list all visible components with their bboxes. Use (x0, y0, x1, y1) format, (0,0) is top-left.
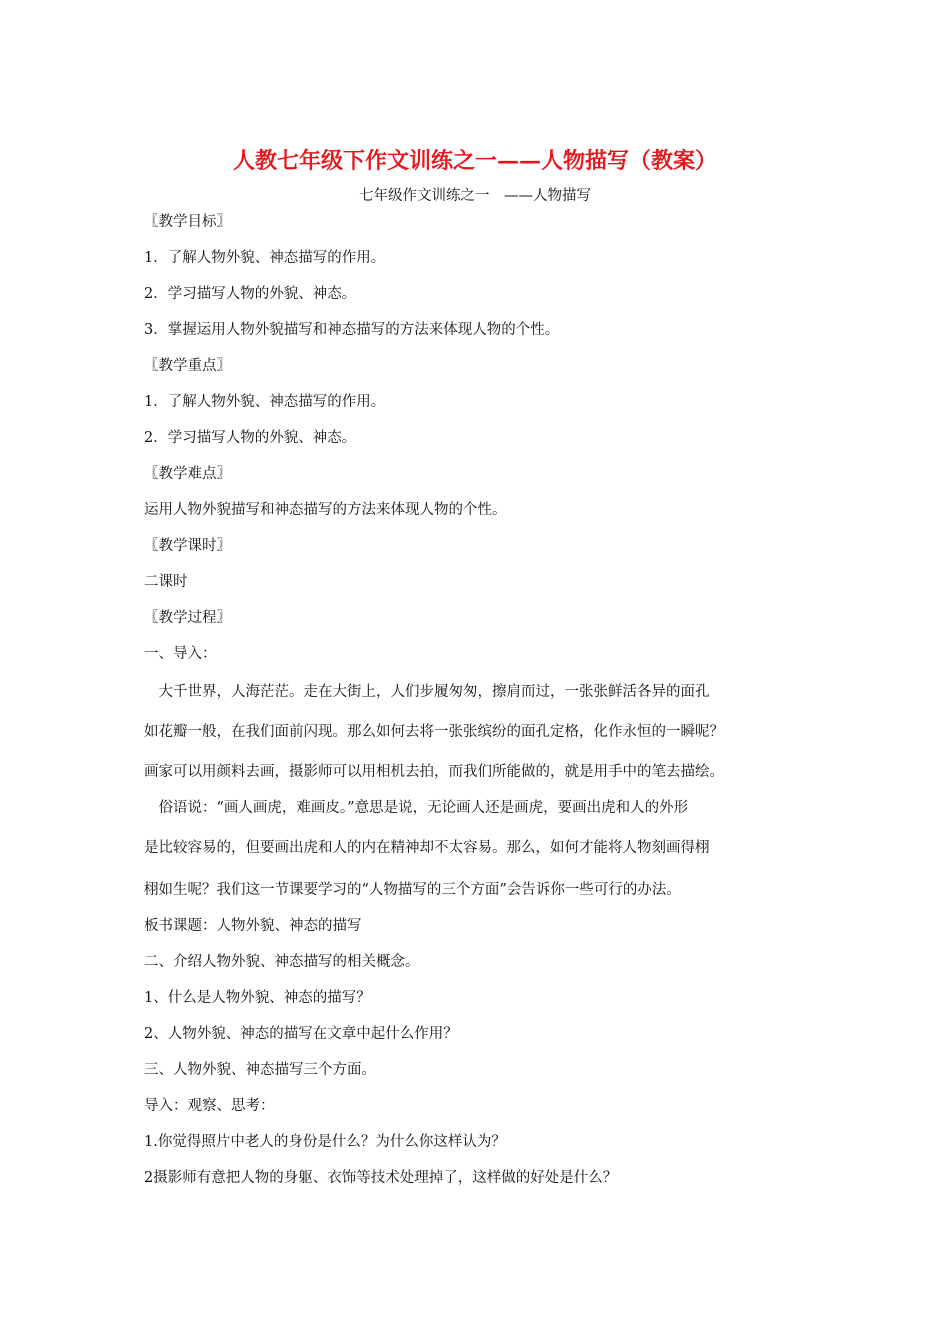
paragraph-line: 俗语说：“画人画虎，难画皮。”意思是说，无论画人还是画虎，要画出虎和人的外形 (144, 800, 689, 816)
text-line: 2摄影师有意把人物的身躯、衣饰等技术处理掉了，这样做的好处是什么？ (144, 1170, 618, 1186)
text-line: 1、什么是人物外貌、神态的描写？ (144, 990, 371, 1006)
section-heading-process: 〖教学过程〗 (144, 610, 231, 626)
section-heading-objectives: 〖教学目标〗 (144, 214, 231, 230)
text-line: 一、导入： (144, 646, 217, 662)
document-subtitle: 七年级作文训练之一 ——人物描写 (359, 188, 591, 204)
text-line: 2、人物外貌、神态的描写在文章中起什么作用？ (144, 1026, 458, 1042)
paragraph-line: 栩如生呢？我们这一节课要学习的“人物描写的三个方面”会告诉你一些可行的办法。 (144, 882, 681, 898)
paragraph-line: 画家可以用颜料去画，摄影师可以用相机去拍，而我们所能做的，就是用手中的笔去描绘。 (144, 764, 724, 780)
text-line: 板书课题：人物外貌、神态的描写 (144, 918, 362, 934)
text-line: 导入：观察、思考： (144, 1098, 275, 1114)
text-line: 2．学习描写人物的外貌、神态。 (144, 286, 357, 302)
section-heading-periods: 〖教学课时〗 (144, 538, 231, 554)
paragraph-line: 大千世界，人海茫茫。走在大街上，人们步履匆匆，擦肩而过，一张张鲜活各异的面孔 (144, 684, 710, 700)
text-line: 1．了解人物外貌、神态描写的作用。 (144, 394, 386, 410)
text-line: 运用人物外貌描写和神态描写的方法来体现人物的个性。 (144, 502, 507, 518)
text-line: 1．了解人物外貌、神态描写的作用。 (144, 250, 386, 266)
text-line: 2．学习描写人物的外貌、神态。 (144, 430, 357, 446)
text-line: 三、人物外貌、神态描写三个方面。 (144, 1062, 376, 1078)
text-line: 二、介绍人物外貌、神态描写的相关概念。 (144, 954, 420, 970)
paragraph-line: 是比较容易的，但要画出虎和人的内在精神却不太容易。那么，如何才能将人物刻画得栩 (144, 840, 710, 856)
section-heading-key-points: 〖教学重点〗 (144, 358, 231, 374)
document-title: 人教七年级下作文训练之一——人物描写（教案） (232, 148, 717, 174)
paragraph-line: 如花瓣一般，在我们面前闪现。那么如何去将一张张缤纷的面孔定格，化作永恒的一瞬呢？ (144, 724, 724, 740)
text-line: 1.你觉得照片中老人的身份是什么？为什么你这样认为？ (144, 1134, 506, 1150)
section-heading-difficulties: 〖教学难点〗 (144, 466, 231, 482)
text-line: 二课时 (144, 574, 188, 590)
text-line: 3．掌握运用人物外貌描写和神态描写的方法来体现人物的个性。 (144, 322, 560, 338)
